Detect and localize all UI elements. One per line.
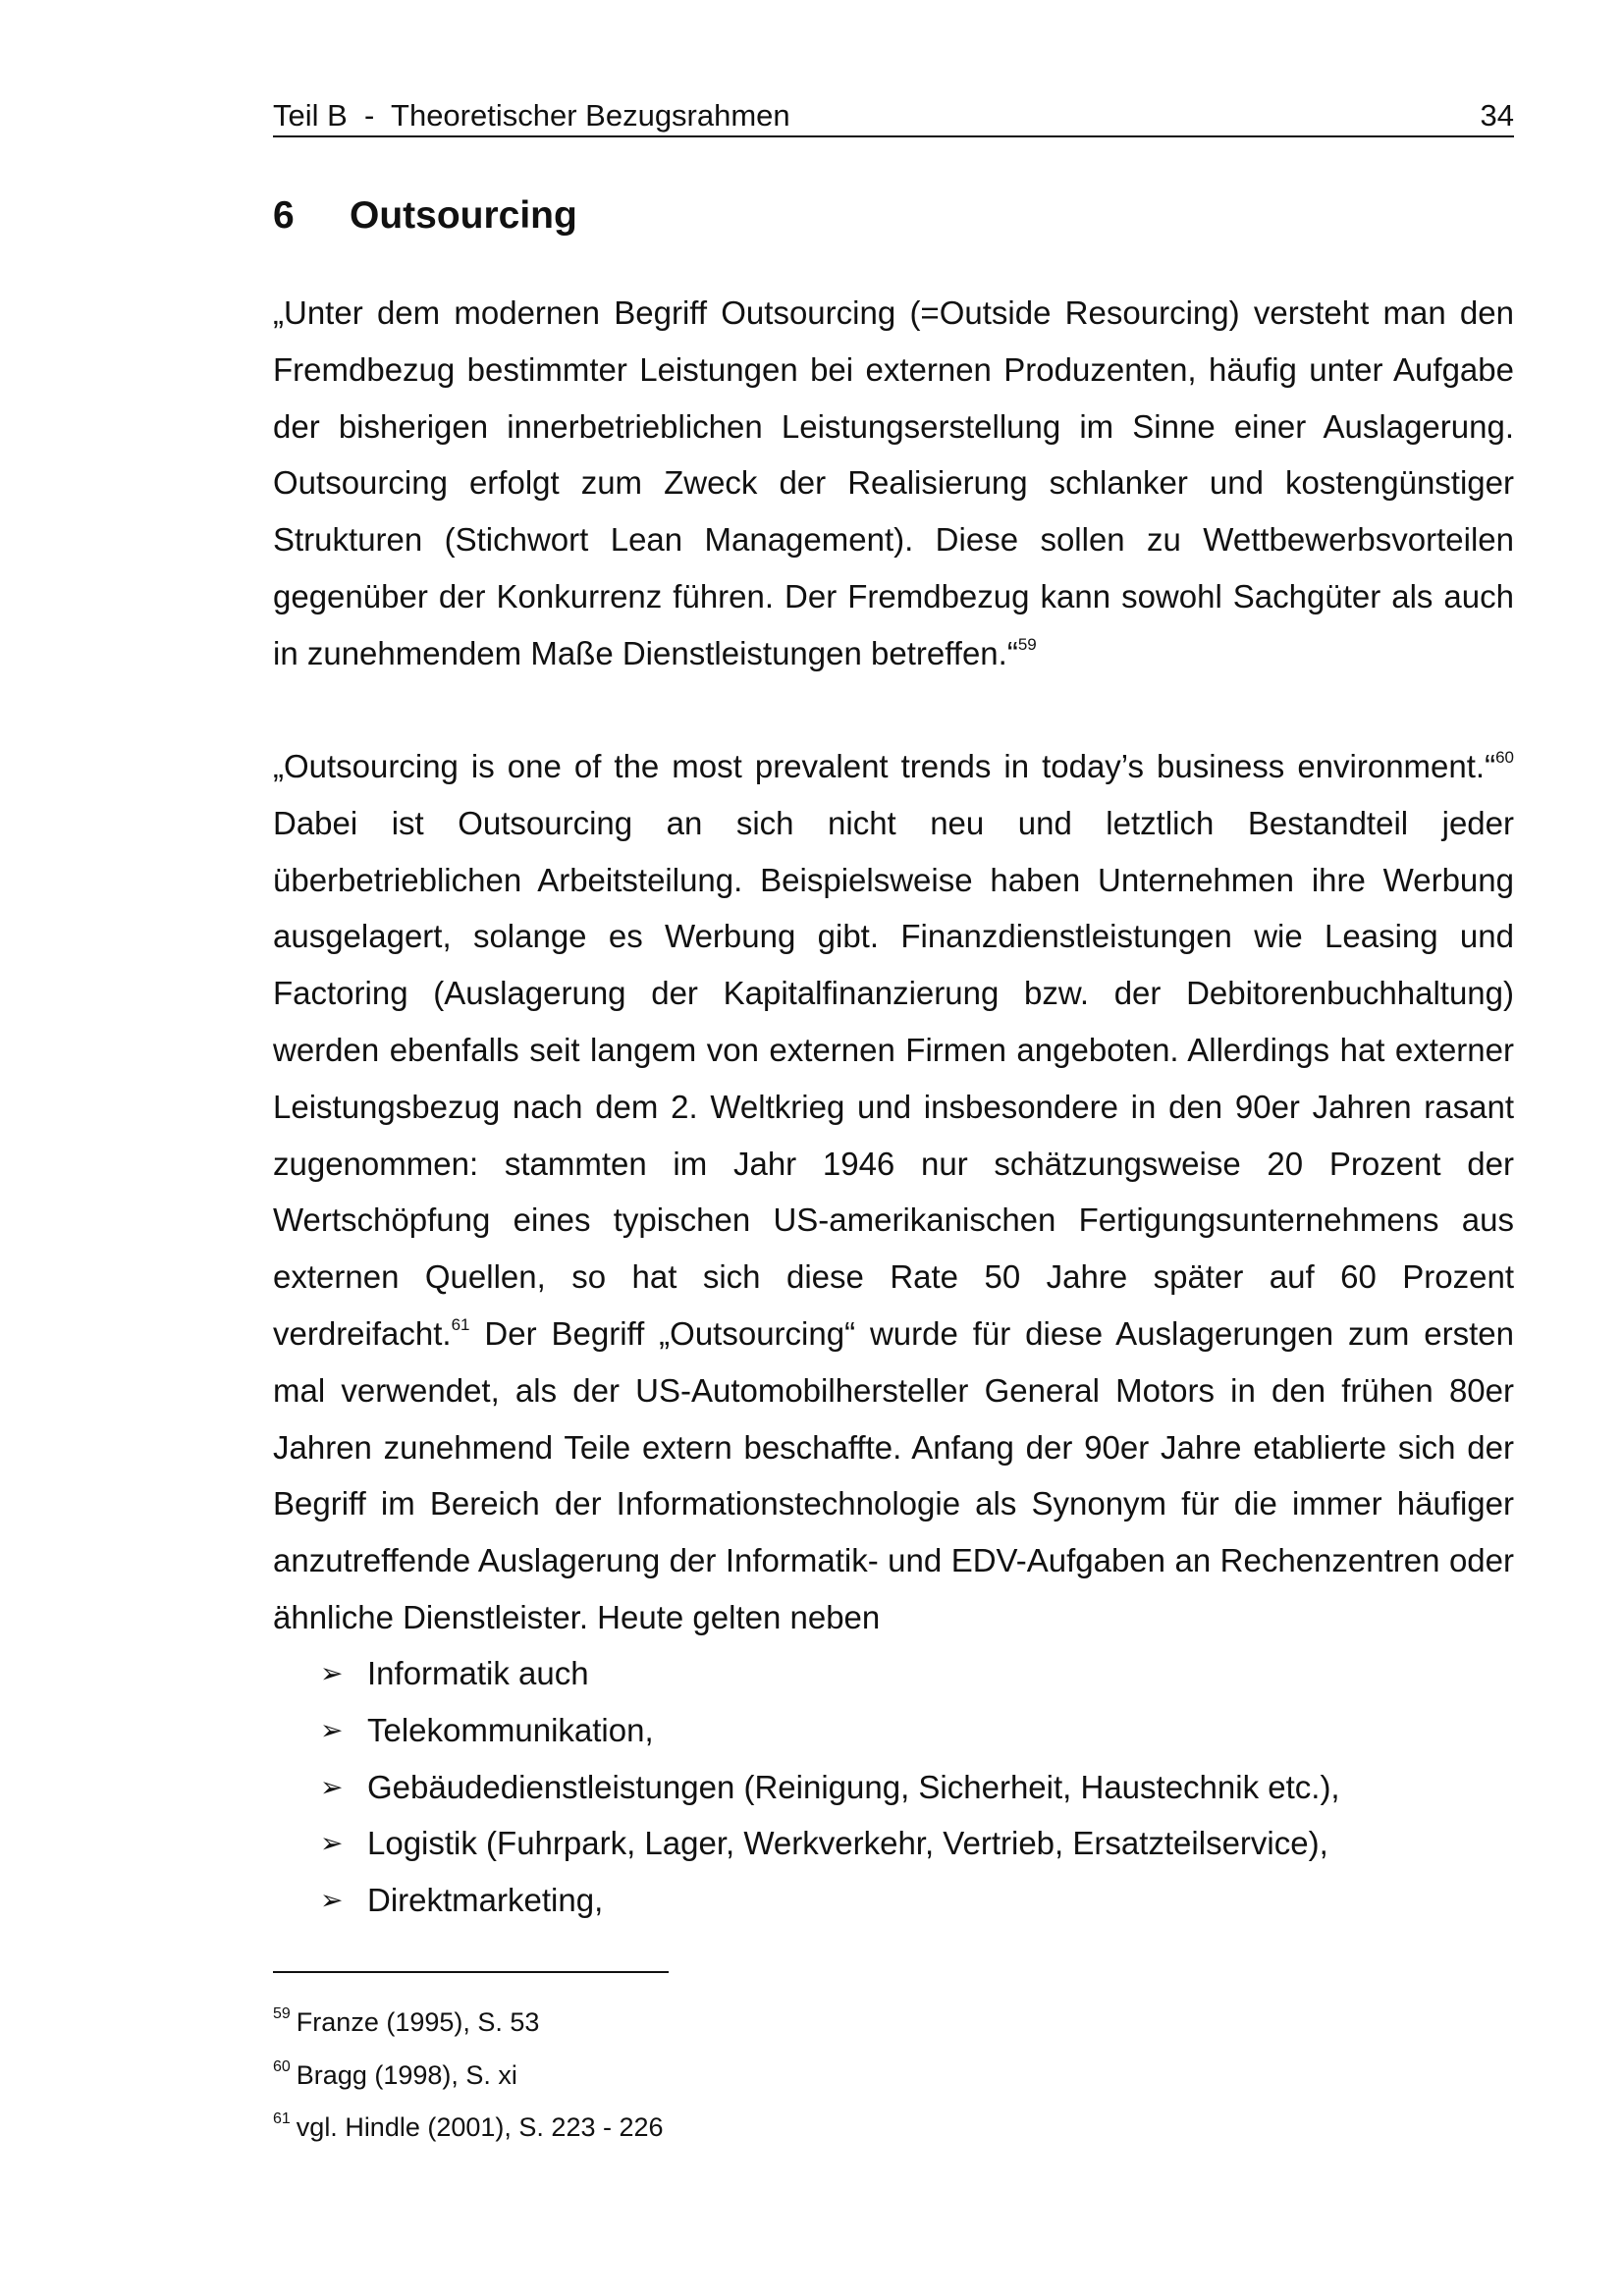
list-item-text: Informatik auch (367, 1655, 589, 1691)
list-item (320, 1645, 1514, 1702)
footnote-number: 61 (273, 2110, 291, 2127)
footnote-ref-59: 59 (1017, 634, 1037, 654)
footnote-text: vgl. Hindle (2001), S. 223 - 226 (296, 2112, 664, 2142)
chapter-heading (273, 188, 577, 243)
arrow-bullet-icon: ➢ (320, 1658, 344, 1688)
list-item-text: Direktmarketing, (367, 1882, 604, 1919)
list-item-text: Logistik (Fuhrpark, Lager, Werkverkehr, Vertrieb, Ersatzteilservice), (367, 1825, 1328, 1862)
body-text-part3: Der Begriff „Outsourcing“ wurde für diese Auslagerungen zum ersten mal verwendet, als der US-Automobilhersteller General Motors in den frühen 80er Jahren zunehmend Teile extern beschaffte. Anfang der 90er Jahre etablierte sich der Begriff im Bereich der Informationstechnologie als Synonym für die immer häufiger anzutreffende Auslagerung der Informatik- und EDV-Aufgaben an Rechenzentren oder ähnliche Dienstleister. Heute gelten neben (273, 1314, 1514, 1635)
arrow-bullet-icon: ➢ (320, 1714, 344, 1745)
page-number: 34 (1480, 98, 1514, 133)
footnote-divider (273, 1971, 669, 1973)
body-text-part1: „Outsourcing is one of the most prevalent trends in today’s business environment.“ (273, 748, 1496, 784)
quote-text: „Unter dem modernen Begriff Outsourcing (=Outside Resourcing) versteht man den Fremdbezug bestimmter Leistungen bei externen Produzenten, häufig unter Aufgabe der bisherigen innerbetrieblichen Leistungserstellung im Sinne einer Auslagerung. Outsourcing erfolgt zum Zweck der Realisierung schlanker und kostengünstiger Strukturen (Stichwort Lean Management). Diese sollen zu Wettbewerbsvorteilen gegenüber der Konkurrenz führen. Der Fremdbezug kann sowohl Sachgüter als auch in zunehmendem Maße Dienstleistungen betreffen.“ (273, 294, 1514, 671)
arrow-bullet-icon: ➢ (320, 1771, 344, 1802)
body-text-part2: Dabei ist Outsourcing an sich nicht neu und letztlich Bestandteil jeder überbetrieblichen Arbeitsteilung. Beispielsweise haben Unternehmen ihre Werbung ausgelagert, solange es Werbung gibt. Finanzdienstleistungen wie Leasing und Factoring (Auslagerung der Kapitalfinanzierung bzw. der Debitorenbuchhaltung) werden ebenfalls seit langem von externen Firmen angeboten. Allerdings hat externer Leistungsbezug nach dem 2. Weltkrieg und insbesondere in den 90er Jahren rasant zugenommen: stammten im Jahr 1946 nur schätzungsweise 20 Prozent der Wertschöpfung eines typischen US-amerikanischen Fertigungsunternehmens aus externen Quellen, so hat sich diese Rate 50 Jahre später auf 60 Prozent verdreifacht. (273, 804, 1514, 1352)
footnote-number: 59 (273, 2005, 291, 2022)
quote-paragraph (273, 285, 1514, 682)
running-header (273, 96, 1514, 137)
arrow-bullet-icon: ➢ (320, 1828, 344, 1859)
header-title: Teil B - Theoretischer Bezugsrahmen (273, 98, 790, 133)
footnote-ref-60: 60 (1495, 748, 1514, 767)
footnotes (273, 1999, 664, 2157)
list-item-text: Telekommunikation, (367, 1711, 654, 1748)
chapter-title: Outsourcing (350, 194, 577, 237)
footnote-text: Bragg (1998), S. xi (296, 2059, 517, 2090)
arrow-bullet-icon: ➢ (320, 1885, 344, 1916)
list-item (320, 1872, 1514, 1929)
footnote-61 (273, 2104, 664, 2157)
footnote-number: 60 (273, 2057, 291, 2075)
list-item (320, 1815, 1514, 1872)
footnote-ref-61: 61 (451, 1314, 470, 1334)
footnote-60 (273, 2052, 664, 2105)
footnote-59 (273, 1999, 664, 2052)
list-item (320, 1702, 1514, 1759)
body-paragraph (273, 738, 1514, 1646)
list-item-text: Gebäudedienstleistungen (Reinigung, Sicherheit, Haustechnik etc.), (367, 1768, 1340, 1805)
chapter-number: 6 (273, 194, 295, 237)
list-item (320, 1759, 1514, 1816)
footnote-text: Franze (1995), S. 53 (296, 2007, 540, 2037)
bullet-list (320, 1645, 1514, 1929)
